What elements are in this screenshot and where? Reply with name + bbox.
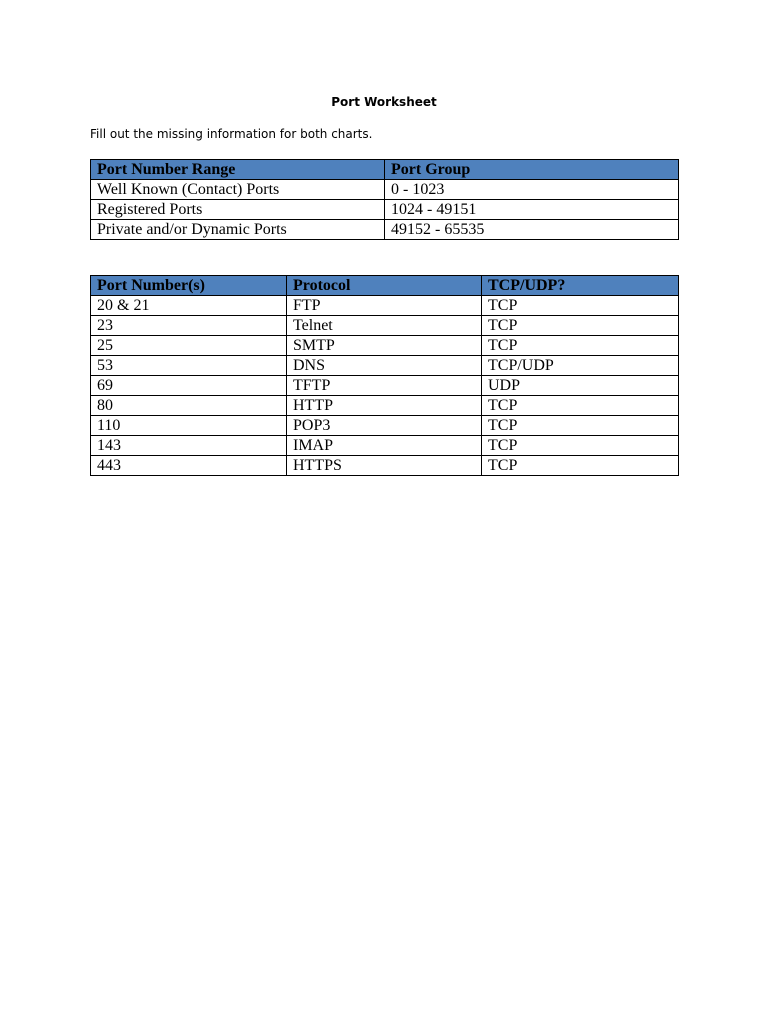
port-range-table — [90, 159, 679, 240]
table-row — [91, 220, 679, 240]
column-header-port-numbers: Port Number(s) — [91, 276, 287, 296]
table-cell: 69 — [91, 376, 287, 396]
page-title: Port Worksheet — [331, 95, 437, 109]
table-cell: TCP/UDP — [482, 356, 679, 376]
table-cell: SMTP — [287, 336, 482, 356]
table-cell: TCP — [482, 296, 679, 316]
table-cell: 23 — [91, 316, 287, 336]
table-cell: HTTPS — [287, 456, 482, 476]
table-row — [91, 316, 679, 336]
table-header-row — [91, 276, 679, 296]
table-row — [91, 180, 679, 200]
table-cell: TCP — [482, 456, 679, 476]
table-cell: 53 — [91, 356, 287, 376]
table-cell: 20 & 21 — [91, 296, 287, 316]
table-cell: TCP — [482, 416, 679, 436]
port-protocol-table — [90, 275, 679, 476]
table-cell: IMAP — [287, 436, 482, 456]
table-cell: Registered Ports — [91, 200, 385, 220]
table-row — [91, 376, 679, 396]
instructions-text: Fill out the missing information for both charts. — [90, 127, 373, 141]
table-cell: TCP — [482, 396, 679, 416]
table-row — [91, 336, 679, 356]
table-cell: TCP — [482, 316, 679, 336]
table-cell: TCP — [482, 436, 679, 456]
column-header-tcp-udp: TCP/UDP? — [482, 276, 679, 296]
table-row — [91, 436, 679, 456]
table-cell: 110 — [91, 416, 287, 436]
table-cell: UDP — [482, 376, 679, 396]
table-cell: 143 — [91, 436, 287, 456]
table-cell: Well Known (Contact) Ports — [91, 180, 385, 200]
table-cell: DNS — [287, 356, 482, 376]
table-row — [91, 396, 679, 416]
table-row — [91, 200, 679, 220]
table-cell: 80 — [91, 396, 287, 416]
table-row — [91, 356, 679, 376]
table-cell: TFTP — [287, 376, 482, 396]
table-cell: Private and/or Dynamic Ports — [91, 220, 385, 240]
table-cell: Telnet — [287, 316, 482, 336]
table-cell: 25 — [91, 336, 287, 356]
table-cell: 443 — [91, 456, 287, 476]
table-cell: HTTP — [287, 396, 482, 416]
table-cell: POP3 — [287, 416, 482, 436]
table-header-row — [91, 160, 679, 180]
table-cell: FTP — [287, 296, 482, 316]
table-cell: 1024 - 49151 — [385, 200, 679, 220]
table-row — [91, 296, 679, 316]
table-row — [91, 456, 679, 476]
table-cell: 0 - 1023 — [385, 180, 679, 200]
table-cell: 49152 - 65535 — [385, 220, 679, 240]
table-cell: TCP — [482, 336, 679, 356]
column-header-protocol: Protocol — [287, 276, 482, 296]
column-header-port-group: Port Group — [385, 160, 679, 180]
table-row — [91, 416, 679, 436]
column-header-port-number-range: Port Number Range — [91, 160, 385, 180]
